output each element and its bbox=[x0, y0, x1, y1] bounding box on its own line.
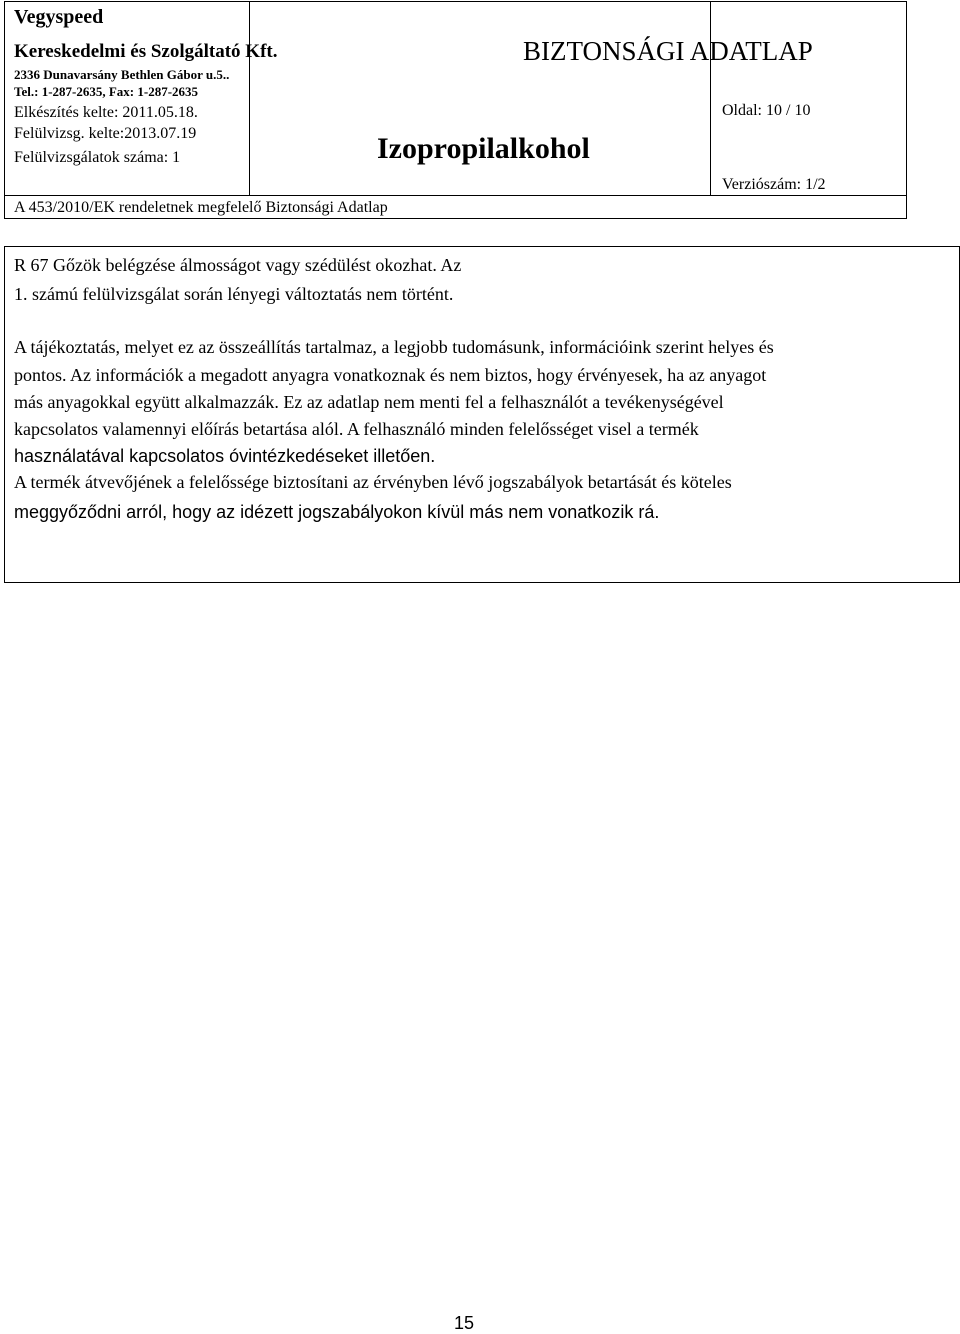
content-line: 1. számú felülvizsgálat során lényegi változtatás nem történt. bbox=[14, 284, 454, 304]
created-date: Elkészítés kelte: 2011.05.18. bbox=[14, 104, 198, 121]
company-name: Vegyspeed bbox=[14, 6, 104, 28]
document-title: BIZTONSÁGI ADATLAP bbox=[523, 36, 813, 66]
company-phone: Tel.: 1-287-2635, Fax: 1-287-2635 bbox=[14, 84, 199, 99]
content-line: A termék átvevőjének a felelőssége biztosítani az érvényben lévő jogszabályok betartását és köteles bbox=[14, 472, 732, 492]
content-line: R 67 Gőzök belégzése álmosságot vagy szédülést okozhat. Az bbox=[14, 255, 462, 275]
regulation-note: A 453/2010/EK rendeletnek megfelelő Biztonsági Adatlap bbox=[14, 199, 388, 216]
version-number: Verziószám: 1/2 bbox=[722, 176, 826, 193]
revision-count: Felülvizsgálatok száma: 1 bbox=[14, 149, 181, 166]
header-divider-bottom bbox=[5, 195, 906, 196]
content-line: A tájékoztatás, melyet ez az összeállítás tartalmaz, a legjobb tudomásunk, információink szerint helyes és bbox=[14, 337, 774, 357]
company-address: 2336 Dunavarsány Bethlen Gábor u.5.. bbox=[14, 67, 230, 82]
page-number: 15 bbox=[454, 1313, 475, 1333]
page-indicator: Oldal: 10 / 10 bbox=[722, 102, 811, 119]
product-name: Izopropilalkohol bbox=[377, 132, 590, 165]
content-line: meggyőződni arról, hogy az idézett jogszabályokon kívül más nem vonatkozik rá. bbox=[14, 502, 660, 522]
header-divider-right bbox=[710, 2, 711, 195]
content-box bbox=[4, 246, 960, 583]
revised-date: Felülvizsg. kelte:2013.07.19 bbox=[14, 125, 197, 142]
content-line: pontos. Az információk a megadott anyagra vonatkoznak és nem biztos, hogy érvényesek, ha az anyagot bbox=[14, 365, 767, 385]
content-line: kapcsolatos valamennyi előírás betartása alól. A felhasználó minden felelősséget visel a termék bbox=[14, 419, 699, 439]
header-divider-left bbox=[249, 2, 250, 195]
content-line: használatával kapcsolatos óvintézkedéseket illetően. bbox=[14, 446, 436, 466]
company-subtitle: Kereskedelmi és Szolgáltató Kft. bbox=[14, 41, 278, 62]
document-header bbox=[4, 1, 907, 219]
content-line: más anyagokkal együtt alkalmazzák. Ez az adatlap nem menti fel a felhasználót a tevékenységével bbox=[14, 392, 724, 412]
